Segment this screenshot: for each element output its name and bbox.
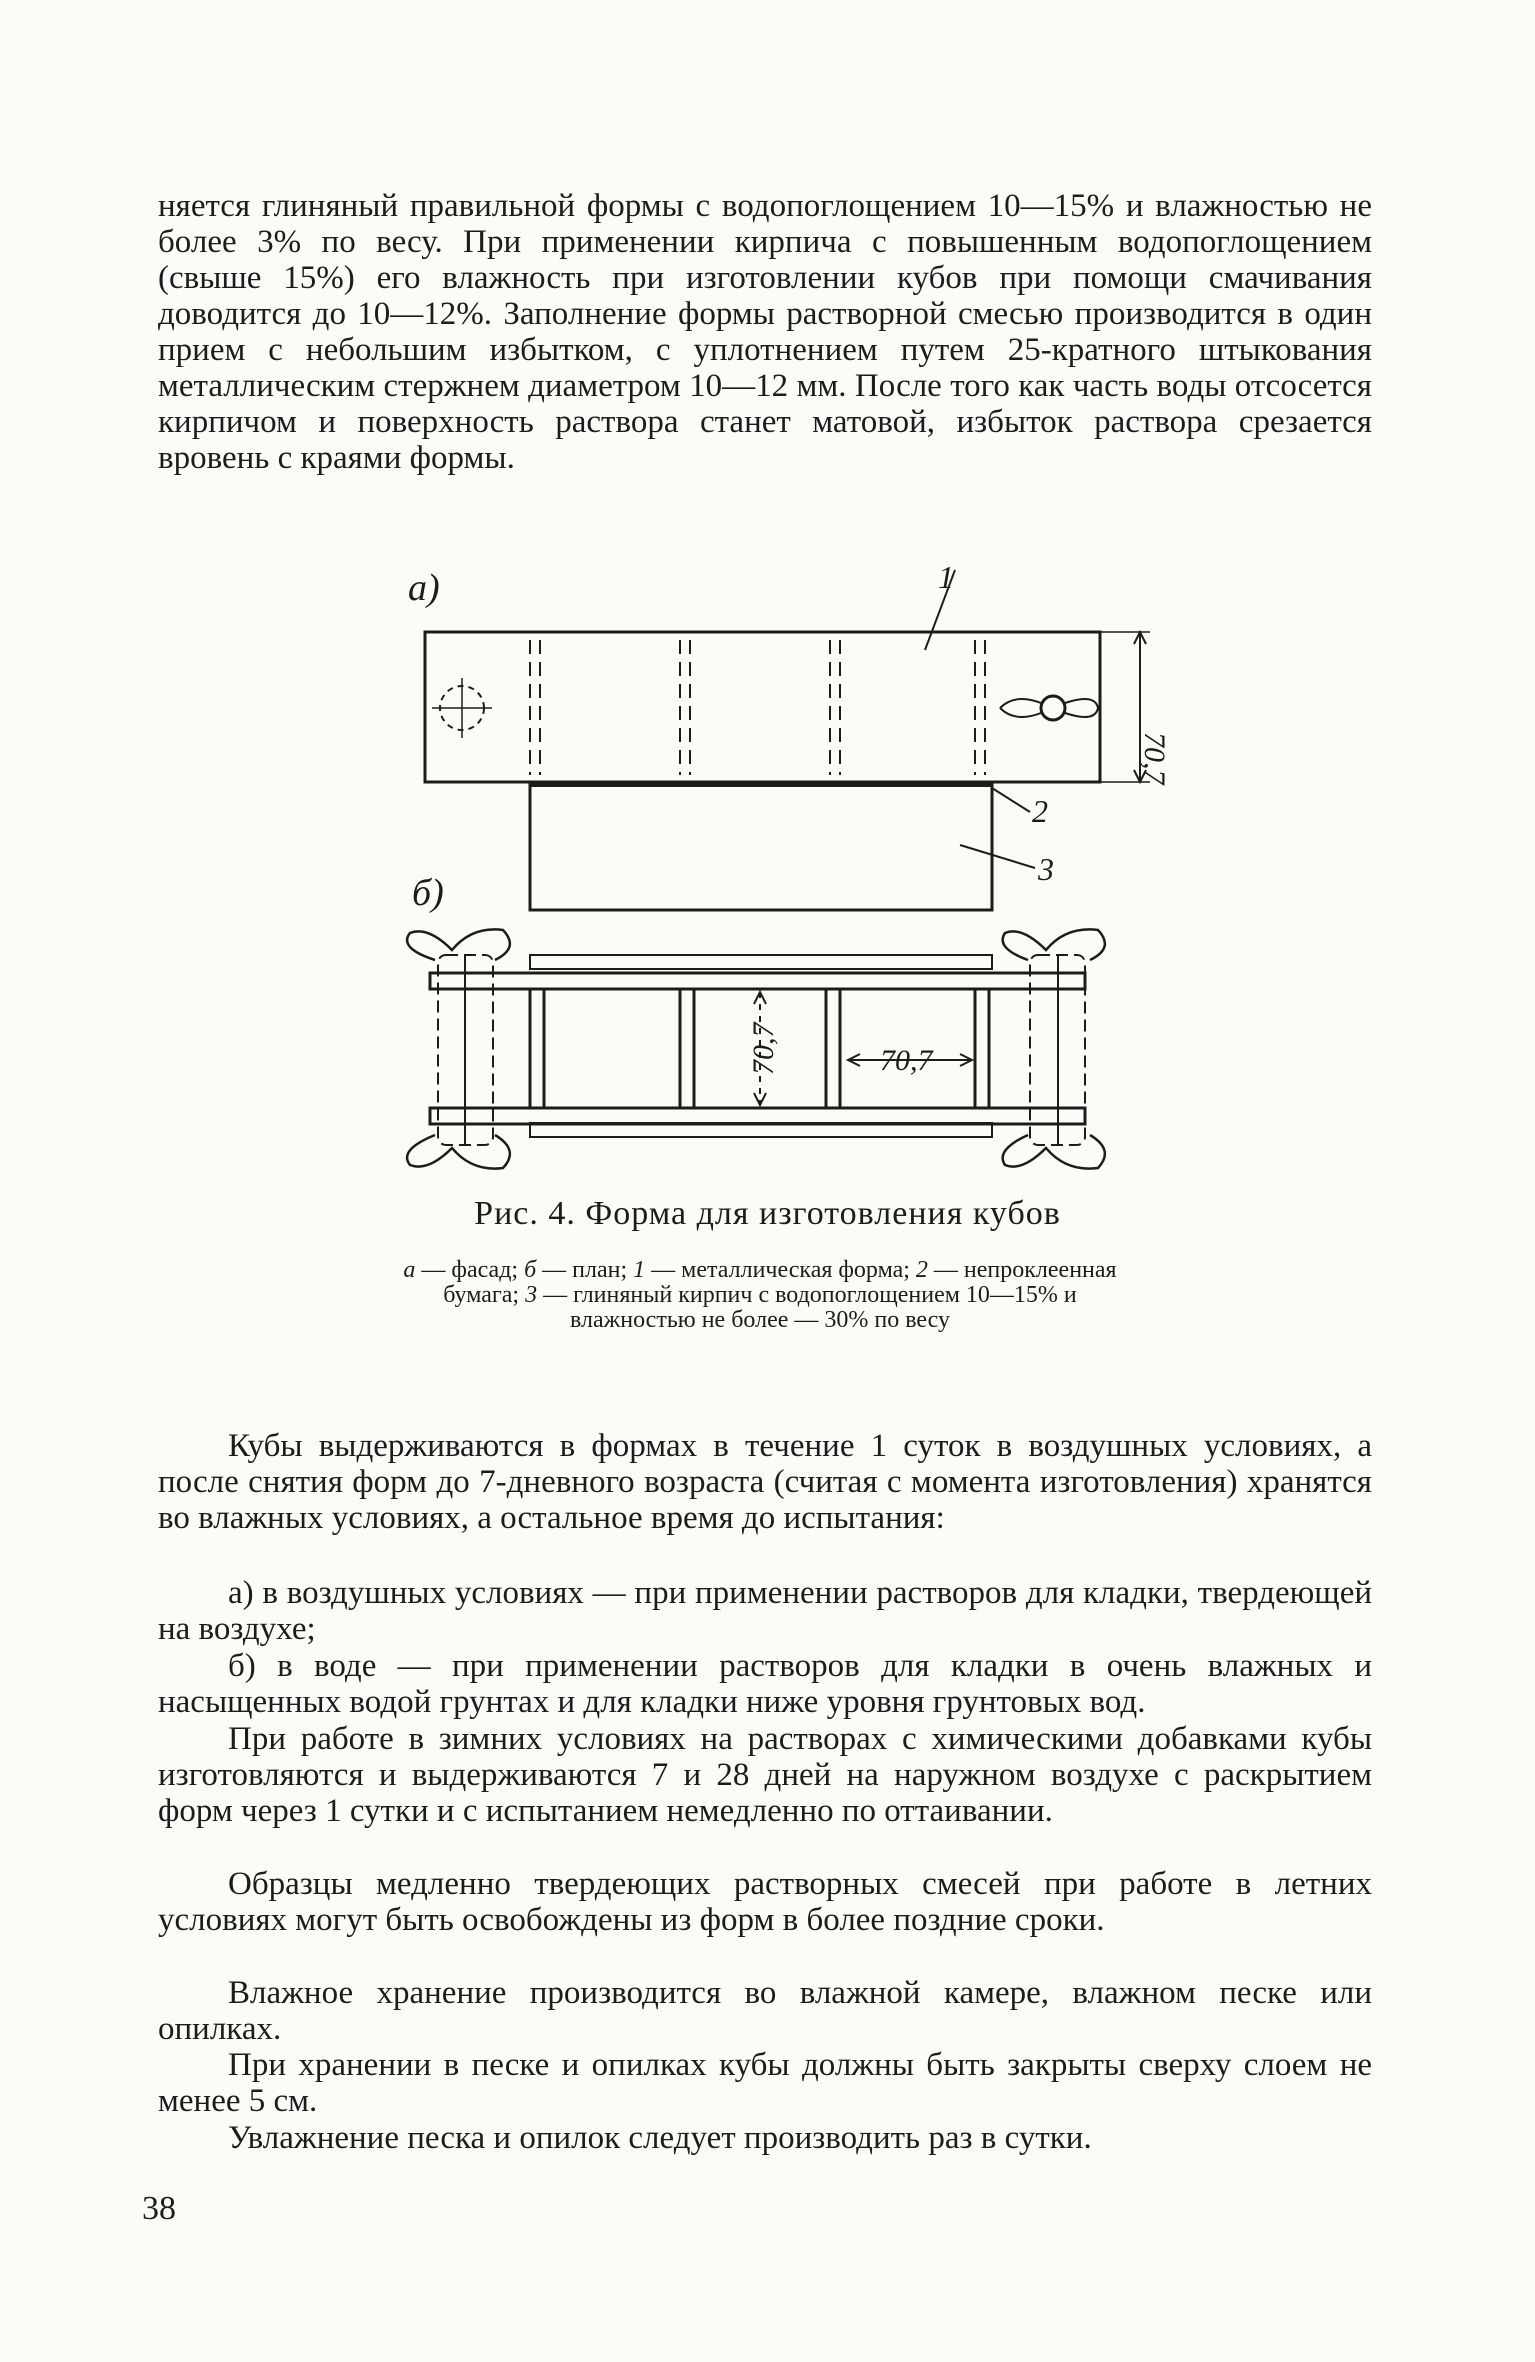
- label-a: а): [408, 567, 440, 609]
- clay-brick: [530, 785, 992, 910]
- callout-1: 1: [938, 560, 954, 595]
- callout-2: 2: [1032, 793, 1048, 829]
- body-paragraph: б) в воде — при применении растворов для кладки в очень влажных и насыщенных водой грунтах и для кладки ниже уровня грунтовых вод.: [158, 1648, 1372, 1720]
- mould-drawing: [0, 560, 1535, 1200]
- body-paragraph: Кубы выдерживаются в формах в течение 1 суток в воздушных условиях, а после снятия форм до 7-дневного возраста (считая с момента изготовления) хранятся во влажных условиях, а остальное время до испытания:: [158, 1428, 1372, 1536]
- legend-key-b: б: [524, 1257, 537, 1283]
- plan-rail-bottom: [430, 1108, 1085, 1124]
- dim-width-b: 70,7: [880, 1044, 933, 1077]
- legend-key-3: 3: [525, 1282, 538, 1308]
- legend-key-a: а: [403, 1257, 416, 1283]
- body-paragraph: Влажное хранение производится во влажной камере, влажном песке или опилках.: [158, 1975, 1372, 2047]
- dim-depth-b: 70,7: [747, 1022, 780, 1075]
- body-paragraph: Образцы медленно твердеющих растворных смесей при работе в летних условиях могут быть освобождены из форм в более поздние сроки.: [158, 1866, 1372, 1938]
- body-paragraph: При хранении в песке и опилках кубы должны быть закрыты сверху слоем не менее 5 см.: [158, 2047, 1372, 2119]
- legend-text-2: — непроклеенная бумага;: [443, 1257, 1117, 1308]
- mould-facade: [425, 632, 1100, 782]
- legend-key-1: 1: [633, 1257, 646, 1283]
- legend-text-1: — металлическая форма;: [645, 1257, 916, 1283]
- callout-3: 3: [1038, 851, 1054, 887]
- body-paragraph: При работе в зимних условиях на растворах с химическими добавками кубы изготовляются и выдерживаются 7 и 28 дней на наружном воздухе с раскрытием форм через 1 сутки и с испытанием немедленно по оттаивании.: [158, 1721, 1372, 1829]
- legend-text-b: — план;: [536, 1257, 634, 1283]
- plan-rail-top: [430, 973, 1085, 989]
- label-b: б): [412, 872, 444, 914]
- legend-text-3: — глиняный кирпич с водопоглощением 10—15% и влажностью не более — 30% по весу: [537, 1282, 1077, 1333]
- body-paragraph: а) в воздушных условиях — при применении растворов для кладки, твердеющей на воздухе;: [158, 1575, 1372, 1647]
- legend-text-a: — фасад;: [415, 1257, 525, 1283]
- figure-legend: [380, 1258, 1140, 1333]
- brick-outline-top: [530, 955, 992, 969]
- page-number: 38: [142, 2190, 176, 2227]
- top-paragraph: няется глиняный правильной формы с водопоглощением 10—15% и влажностью не более 3% по весу. При применении кирпича с повышенным водопоглощением (свыше 15%) его влажность при изготовлении кубов при помощи смачивания доводится до 10—12%. Заполнение формы растворной смесью производится в один прием с небольшим избытком, с уплотнением путем 25-кратного штыкования металлическим стержнем диаметром 10—12 мм. После того как часть воды отсосется кирпичом и поверхность раствора станет матовой, избыток раствора срезается вровень с краями формы.: [158, 188, 1372, 476]
- body-paragraph: Увлажнение песка и опилок следует производить раз в сутки.: [228, 2120, 1092, 2156]
- legend-key-2: 2: [915, 1257, 928, 1283]
- wing-nut-icon: [1041, 696, 1065, 720]
- figure-caption: Рис. 4. Форма для изготовления кубов: [474, 1195, 1061, 1232]
- dim-height-a: 70,7: [1138, 732, 1171, 785]
